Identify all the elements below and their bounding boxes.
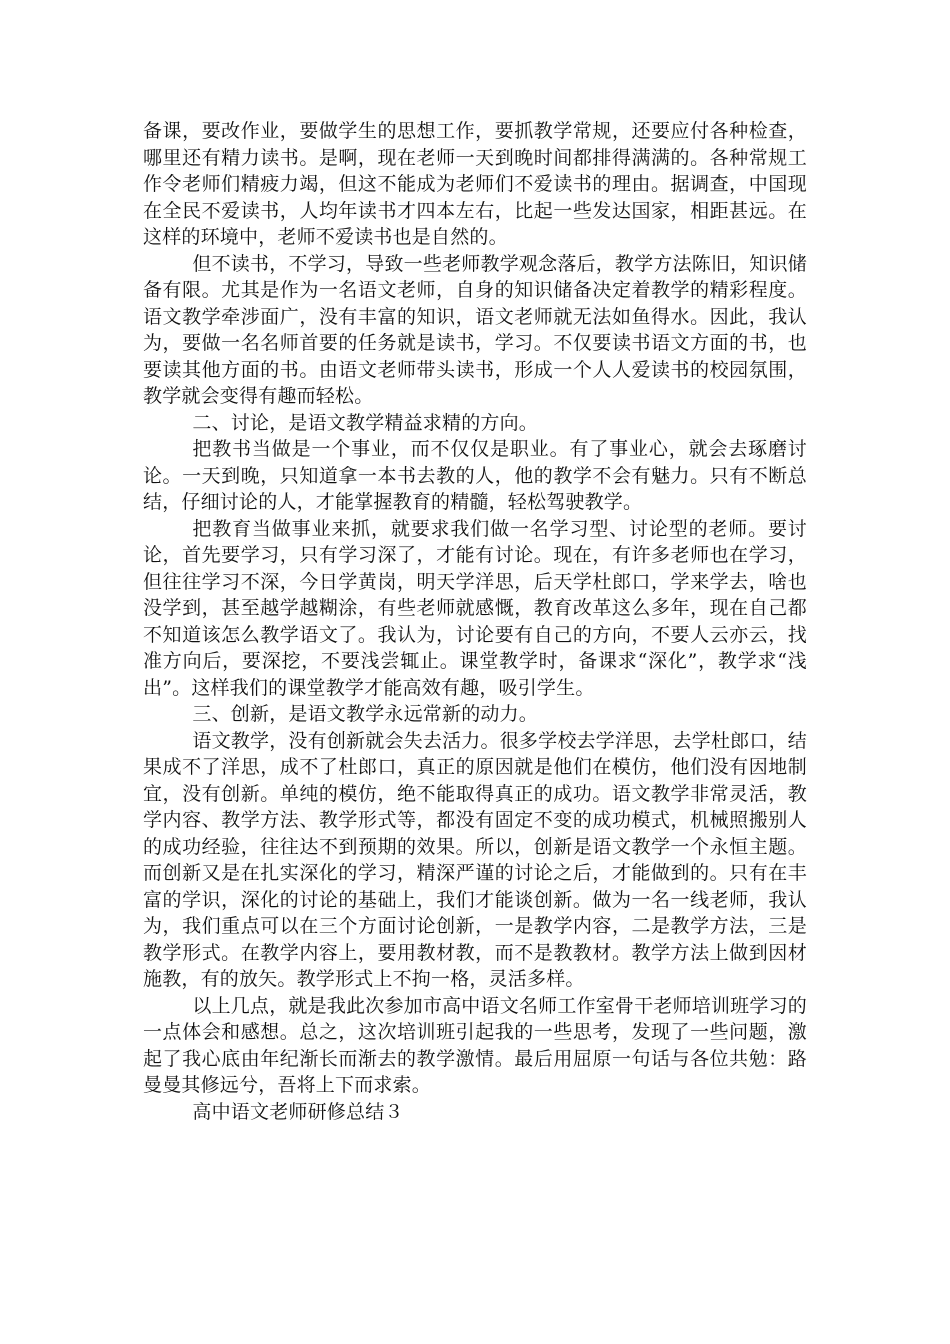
paragraph-continuation: 备课，要改作业，要做学生的思想工作，要抓教学常规，还要应付各种检查，哪里还有精力读书。是啊，现在老师一天到晚时间都排得满满的。各种常规工作令老师们精疲力竭，但这不能成为老师们不爱读书的理由。据调查，中国现在全民不爱读书，人均年读书才四本左右，比起一些发达国家，相距甚远。在这样的环境中，老师不爱读书也是自然的。 — [143, 120, 807, 248]
paragraph-learning-type-teacher: 把教育当做事业来抓，就要求我们做一名学习型、讨论型的老师。要讨论，首先要学习，只有学习深了，才能有讨论。现在，有许多老师也在学习，但往往学习不深，今日学黄岗，明天学洋思，后天学杜郎口，学来学去，啥也没学到，甚至越学越糊涂，有些老师就感慨，教育改革这么多年，现在自己都不知道该怎么教学语文了。我认为，讨论要有自己的方向，不要人云亦云，找准方向后，要深挖，不要浅尝辄止。课堂教学时，备课求“深化”，教学求“浅出”。这样我们的课堂教学才能高效有趣，吸引学生。 — [143, 517, 807, 699]
document-body — [143, 118, 807, 1125]
paragraph-reading: 但不读书，不学习，导致一些老师教学观念落后，教学方法陈旧，知识储备有限。尤其是作为一名语文老师，自身的知识储备决定着教学的精彩程度。语文教学牵涉面广，没有丰富的知识，语文老师就无法如鱼得水。因此，我认为，要做一名名师首要的任务就是读书，学习。不仅要读书语文方面的书，也要读其他方面的书。由语文老师带头读书，形成一个人人爱读书的校园氛围，教学就会变得有趣而轻松。 — [143, 252, 807, 407]
paragraph-career: 把教书当做是一个事业，而不仅仅是职业。有了事业心，就会去琢磨讨论。一天到晚，只知道拿一本书去教的人，他的教学不会有魅力。只有不断总结，仔细讨论的人，才能掌握教育的精髓，轻松驾驶教学。 — [143, 438, 807, 513]
section-heading-innovation: 三、创新，是语文教学永远常新的动力。 — [192, 703, 538, 725]
paragraph-conclusion: 以上几点，就是我此次参加市高中语文名师工作室骨干老师培训班学习的一点体会和感想。总之，这次培训班引起我的一些思考，发现了一些问题，激起了我心底由年纪渐长而渐去的教学激情。最后用屈原一句话与各位共勉：路曼曼其修远兮，吾将上下而求索。 — [143, 994, 807, 1096]
section-heading-discussion: 二、讨论，是语文教学精益求精的方向。 — [192, 411, 538, 434]
next-section-title: 高中语文老师研修总结３ — [192, 1100, 404, 1123]
paragraph-innovation: 语文教学，没有创新就会失去活力。很多学校去学洋思，去学杜郎口，结果成不了洋思，成不了杜郎口，真正的原因就是他们在模仿，他们没有因地制宜，没有创新。单纯的模仿，绝不能取得真正的成功。语文教学非常灵活，教学内容、教学方法、教学形式等，都没有固定不变的成功模式，机械照搬别人的成功经验，往往达不到预期的效果。所以，创新是语文教学一个永恒主题。而创新又是在扎实深化的学习，精深严谨的讨论之后，才能做到的。只有在丰富的学识，深化的讨论的基础上，我们才能谈创新。做为一名一线老师，我认为，我们重点可以在三个方面讨论创新，一是教学内容，二是教学方法，三是教学形式。在教学内容上，要用教材教，而不是教教材。教学方法上做到因材施教，有的放矢。教学形式上不拘一格，灵活多样。 — [143, 729, 807, 990]
